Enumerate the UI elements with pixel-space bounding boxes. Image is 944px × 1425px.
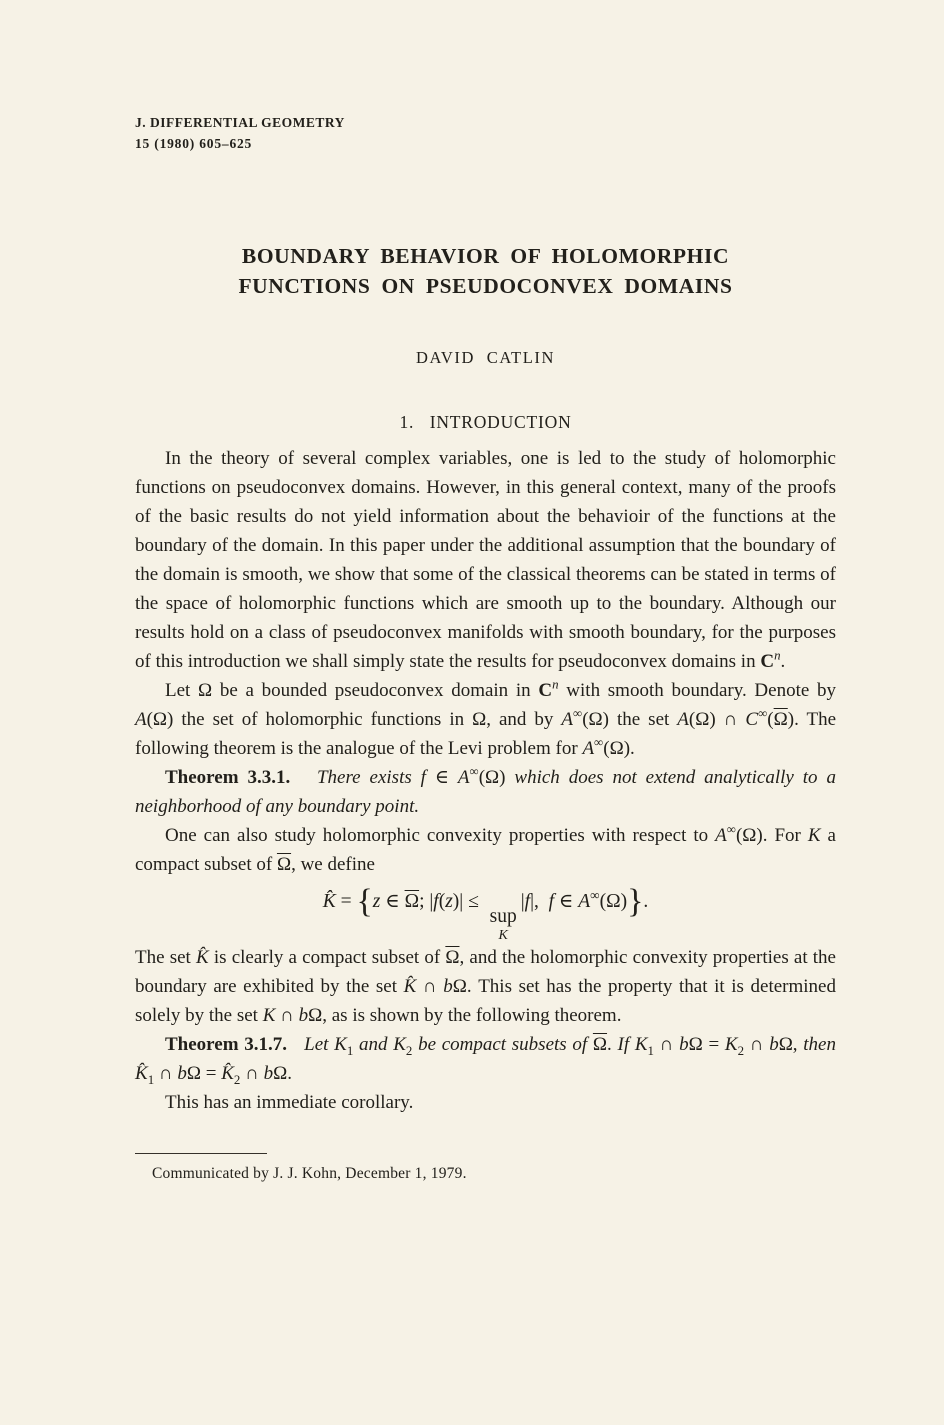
footnote-divider: [135, 1153, 267, 1154]
title-line-1: BOUNDARY BEHAVIOR OF HOLOMORPHIC: [241, 243, 730, 268]
paragraph-corollary: This has an immediate corollary.: [165, 1092, 414, 1114]
journal-issue: 15 (1980) 605–625: [135, 135, 253, 151]
paragraph-domain-setup: Let Ω be a bounded pseudoconvex domain in $C^n$ with smooth boundary. Denote by A(Ω) the set of holomorphic functions in Ω, and by A∞(Ω) the set A(Ω) ∩ $C^\infty(\overline{\Omega})$. The following theorem is the analogue of the Levi problem for A∞(Ω).: [135, 676, 837, 759]
journal-header: [135, 113, 836, 155]
section-heading: 1. INTRODUCTION: [399, 411, 572, 432]
display-equation: K̂ = {z ∈ $\overline{\Omega}$; |f(z)| ≤ sup K |f|, f ∈ A∞(Ω)}.: [322, 882, 649, 944]
theorem-3-1-7: Theorem 3.1.7. Let $K_1$ and $K_2$ be compact subsets of $\overline{\Omega}$. If $K_1$ ∩ $b\Omega = K_2$ ∩ bΩ, then $K̂_1$ ∩ $b\Omega = K̂_2$ ∩ bΩ.: [135, 1034, 836, 1088]
paragraph-hull-properties: The set K̂ is clearly a compact subset of $\overline{\Omega}$, and the holomorphic convexity properties at the boundary are exhibited by the set K̂ ∩ bΩ. This set has the property that it is determined solely by the set K ∩ bΩ, as is shown by the following theorem.: [135, 947, 836, 1027]
paragraph-convexity: One can also study holomorphic convexity properties with respect to A∞(Ω). For K a compact subset of $\overline{\Omega}$, we define: [135, 821, 836, 875]
paper-title: [135, 241, 836, 302]
journal-name: J. DIFFERENTIAL GEOMETRY: [135, 115, 345, 130]
theorem-3-3-1: Theorem 3.3.1. There exists f ∈ A∞(Ω) which does not extend analytically to a neighborhood of any boundary point.: [135, 763, 836, 817]
text-block: [135, 113, 836, 1183]
author-name: DAVID CATLIN: [415, 347, 556, 367]
article-body: [135, 444, 836, 1118]
communicated-footnote: Communicated by J. J. Kohn, December 1, 1979.: [152, 1165, 467, 1183]
title-line-2: FUNCTIONS ON PSEUDOCONVEX DOMAINS: [238, 274, 733, 299]
paragraph-intro: In the theory of several complex variables, one is led to the study of holomorphic functions on pseudoconvex domains. However, in this general context, many of the proofs of the basic results do not yield information about the behavioir of the functions at the boundary of the domain. In this paper under the additional assumption that the boundary of the domain is smooth, we show that some of the classical theorems can be stated in terms of the space of holomorphic functions which are smooth up to the boundary. Although our results hold on a class of pseudoconvex manifolds with smooth boundary, for the purposes of this introduction we shall simply state the results for pseudoconvex domains in $C^n$.: [135, 447, 836, 672]
